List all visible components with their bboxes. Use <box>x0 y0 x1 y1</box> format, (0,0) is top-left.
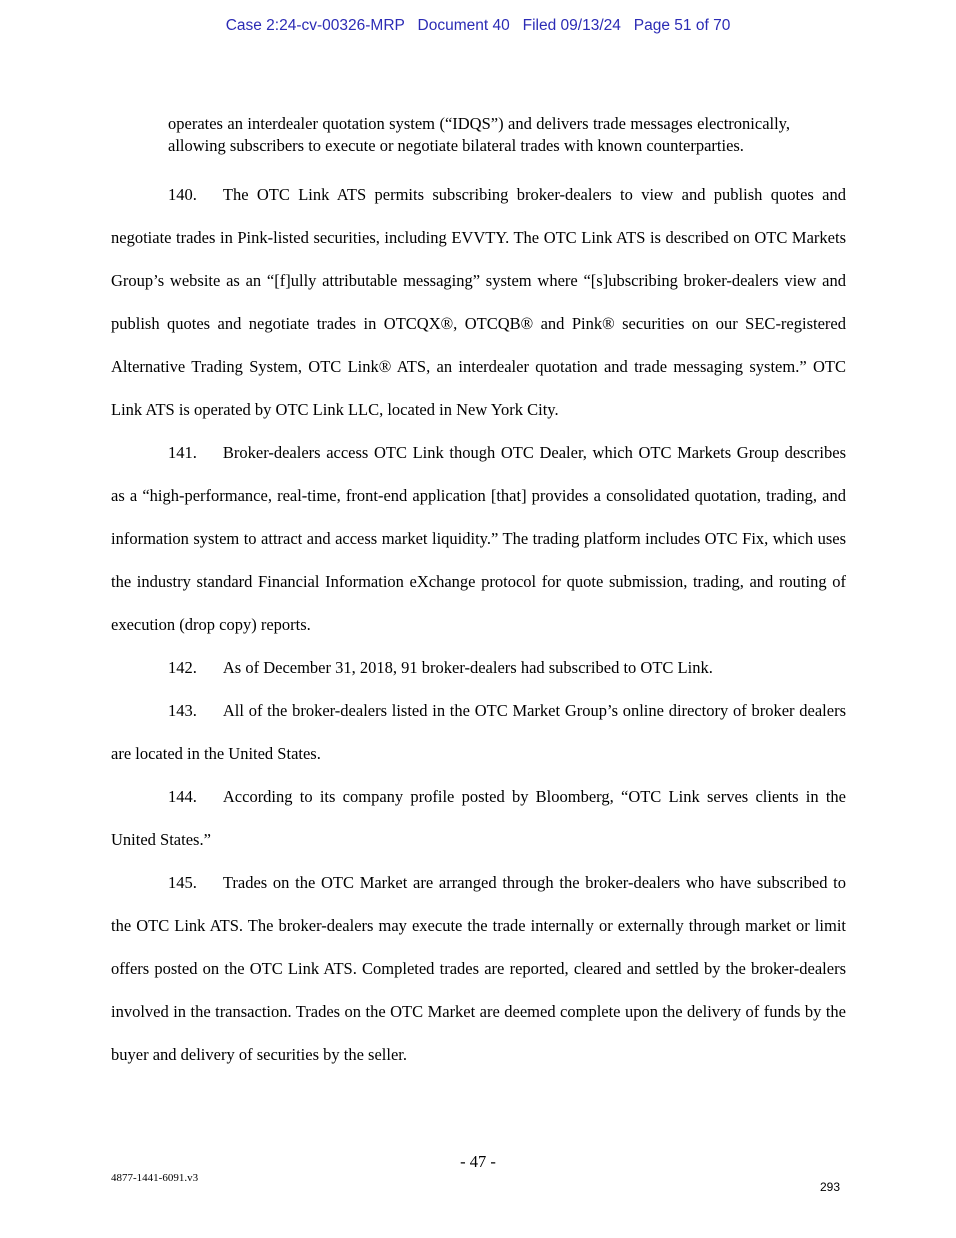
paragraph-text: As of December 31, 2018, 91 broker-dealers had subscribed to OTC Link. <box>222 658 713 677</box>
document-id: 4877-1441-6091.v3 <box>111 1172 199 1184</box>
page-number: - 47 - <box>460 1152 496 1171</box>
paragraph-number: 140. <box>168 185 197 204</box>
paragraph-text: Broker-dealers access OTC Link though OTC Dealer, which OTC Markets Group describes as a “high-performance, real-time, front-end application [that] provides a consolidated quotation, trading, and information system to attract and access market liquidity.” The trading platform includes OTC Fix, which uses the industry standard Financial Information eXchange protocol for quote submission, trading, and routing of execution (drop copy) reports. <box>111 443 846 634</box>
paragraph-142 <box>111 646 846 689</box>
paragraph-text: Trades on the OTC Market are arranged through the broker-dealers who have subscribed to the OTC Link ATS. The broker-dealers may execute the trade internally or externally through market or limit offers posted on the OTC Link ATS. Completed trades are reported, cleared and settled by the broker-dealers involved in the transaction. Trades on the OTC Market are deemed complete upon the delivery of funds by the buyer and delivery of securities by the seller. <box>111 873 846 1064</box>
paragraph-141 <box>111 431 846 646</box>
paragraph-140 <box>111 173 846 431</box>
paragraph-number: 143. <box>168 701 197 720</box>
paragraph-text: The OTC Link ATS permits subscribing broker-dealers to view and publish quotes and negotiate trades in Pink-listed securities, including EVVTY. The OTC Link ATS is described on OTC Markets Group’s website as an “[f]ully attributable messaging” system where “[s]ubscribing broker-dealers view and publish quotes and negotiate trades in OTCQX®, OTCQB® and Pink® securities on our SEC-registered Alternative Trading System, OTC Link® ATS, an interdealer quotation and trade messaging system.” OTC Link ATS is operated by OTC Link LLC, located in New York City. <box>111 185 846 419</box>
paragraph-number: 145. <box>168 873 197 892</box>
paragraph-145 <box>111 861 846 1076</box>
document-body <box>111 0 846 1076</box>
paragraph-text: According to its company profile posted by Bloomberg, “OTC Link serves clients in the United States.” <box>111 787 846 849</box>
paragraph-143 <box>111 689 846 775</box>
paragraph-text: All of the broker-dealers listed in the OTC Market Group’s online directory of broker dealers are located in the United States. <box>111 701 846 763</box>
paragraph-144 <box>111 775 846 861</box>
paragraph-number: 142. <box>168 658 197 677</box>
paragraph-number: 141. <box>168 443 197 462</box>
block-quote: operates an interdealer quotation system (“IDQS”) and delivers trade messages electronically, allowing subscribers to execute or negotiate bilateral trades with known counterparties. <box>168 114 790 155</box>
paragraph-number: 144. <box>168 787 197 806</box>
case-header-stamp: Case 2:24-cv-00326-MRP Document 40 Filed 09/13/24 Page 51 of 70 <box>225 17 731 34</box>
bates-number: 293 <box>820 1180 841 1194</box>
